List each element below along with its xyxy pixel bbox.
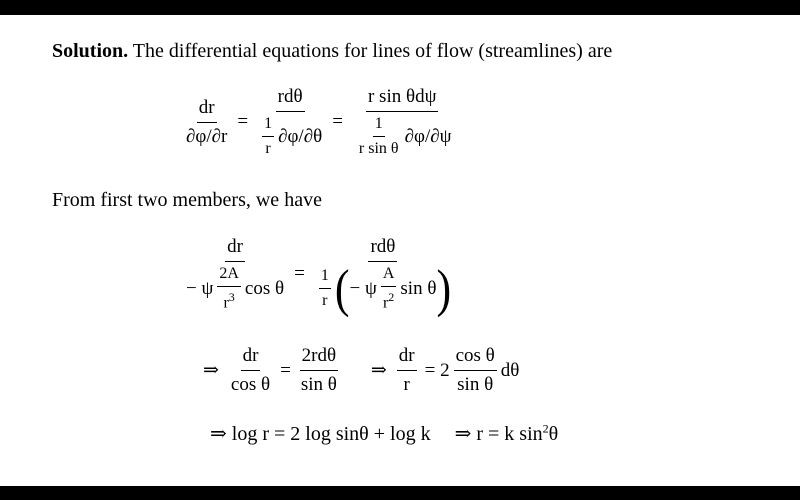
eq4-result-sup: 2 xyxy=(542,421,549,436)
solution-intro: The differential equations for lines of flow (streamlines) are xyxy=(128,40,613,62)
eq3-frac-a xyxy=(229,345,272,396)
eq1-t3-den-rest: ∂φ/∂ψ xyxy=(404,125,452,147)
eq3-d-theta: dθ xyxy=(500,359,520,381)
eq4-result-post: θ xyxy=(548,423,559,445)
eq4-result xyxy=(476,423,558,445)
eq2-t2-den-frac-num: A xyxy=(381,265,397,287)
eq3-a-denominator: cos θ xyxy=(230,374,271,395)
eq3-d-denominator: sin θ xyxy=(457,374,494,395)
eq2-t1-denominator xyxy=(184,262,286,312)
eq1-term-1 xyxy=(184,97,229,148)
eq2-t2-numerator: rdθ xyxy=(368,236,397,262)
eq2-t1-den-frac-num: 2A xyxy=(217,265,241,287)
eq3-d-numerator: cos θ xyxy=(454,345,497,371)
eq1-equals-a: = xyxy=(237,111,249,132)
eq1-t3-coef-num: 1 xyxy=(373,115,385,137)
eq2-t2-den-frac xyxy=(381,265,397,312)
eq4-implies-a: ⇒ xyxy=(210,423,227,445)
eq2-t1-den-frac xyxy=(217,265,241,312)
eq2-t2-den-pre: − ψ xyxy=(349,277,377,299)
eq3-b-denominator: sin θ xyxy=(300,374,337,395)
eq2-t2-coef-den: r xyxy=(322,292,328,310)
eq4-result-pre: r = k sin xyxy=(476,423,543,445)
eq1-t3-coef-den: r sin θ xyxy=(358,140,399,157)
eq1-equals-b: = xyxy=(332,111,343,132)
eq2-t1-den-post: cos θ xyxy=(244,277,285,299)
eq2-t1-den-frac-den-base: r xyxy=(223,294,229,312)
streamline-equation xyxy=(180,86,458,158)
eq1-t1-numerator: dr xyxy=(197,97,217,123)
eq4-log-equation: log r = 2 log sinθ + log k xyxy=(231,423,431,445)
eq3-frac-c xyxy=(397,345,417,396)
top-bar xyxy=(0,0,800,15)
eq3-equals-a: = xyxy=(280,359,291,381)
eq1-t2-coef-den: r xyxy=(265,140,271,157)
from-first-two-members-text: From first two members, we have xyxy=(52,189,322,211)
eq1-t2-coef xyxy=(262,115,274,158)
eq2-term-2 xyxy=(313,236,453,318)
implication-equation-row xyxy=(203,345,519,396)
bottom-bar xyxy=(0,486,800,500)
eq2-t1-den-frac-den xyxy=(221,287,236,312)
eq2-left-paren: ( xyxy=(334,258,350,318)
eq1-t1-denominator: ∂φ/∂r xyxy=(186,125,228,147)
eq2-t1-den-pre: − ψ xyxy=(186,277,214,299)
eq1-t3-denominator xyxy=(351,112,454,158)
eq3-implies-b: ⇒ xyxy=(370,360,387,381)
eq2-t2-coef-num: 1 xyxy=(319,267,331,289)
eq3-equals-two: = 2 xyxy=(424,359,450,381)
eq2-t2-denominator xyxy=(313,258,453,318)
eq1-t2-denominator xyxy=(256,112,324,158)
eq3-a-numerator: dr xyxy=(241,345,261,371)
eq1-t2-coef-num: 1 xyxy=(262,115,274,137)
eq3-implies-a: ⇒ xyxy=(203,360,219,381)
eq1-t2-numerator: rdθ xyxy=(276,86,305,112)
eq2-t2-den-frac-den xyxy=(381,287,396,312)
first-two-members-equation xyxy=(180,236,457,318)
eq2-right-paren: ) xyxy=(436,258,452,318)
eq3-b-numerator: 2rdθ xyxy=(300,345,338,371)
eq3-c-denominator: r xyxy=(403,374,410,395)
eq2-equals: = xyxy=(294,263,305,285)
eq2-t2-den-frac-den-base: r xyxy=(382,294,389,312)
eq1-term-2 xyxy=(256,86,324,158)
eq2-term-1 xyxy=(184,236,286,312)
eq1-t3-coef xyxy=(357,115,401,158)
eq2-t2-coef xyxy=(319,267,331,310)
eq1-t3-numerator: r sin θdψ xyxy=(366,86,439,112)
eq1-term-3 xyxy=(351,86,454,158)
solution-label: Solution. xyxy=(52,40,129,62)
eq4-implies-b: ⇒ xyxy=(454,423,472,445)
eq2-t1-numerator: dr xyxy=(225,236,245,262)
eq1-t2-den-rest: ∂φ/∂θ xyxy=(278,125,323,147)
eq2-t2-den-post: sin θ xyxy=(400,277,437,299)
eq3-frac-b xyxy=(299,345,339,396)
eq3-c-numerator: dr xyxy=(397,345,417,371)
eq3-frac-d xyxy=(454,345,497,396)
eq2-t1-den-frac-den-sup: 3 xyxy=(228,290,235,304)
eq2-t2-den-frac-den-sup: 2 xyxy=(388,290,395,304)
solution-line xyxy=(52,40,612,63)
log-result-equation xyxy=(210,421,558,446)
